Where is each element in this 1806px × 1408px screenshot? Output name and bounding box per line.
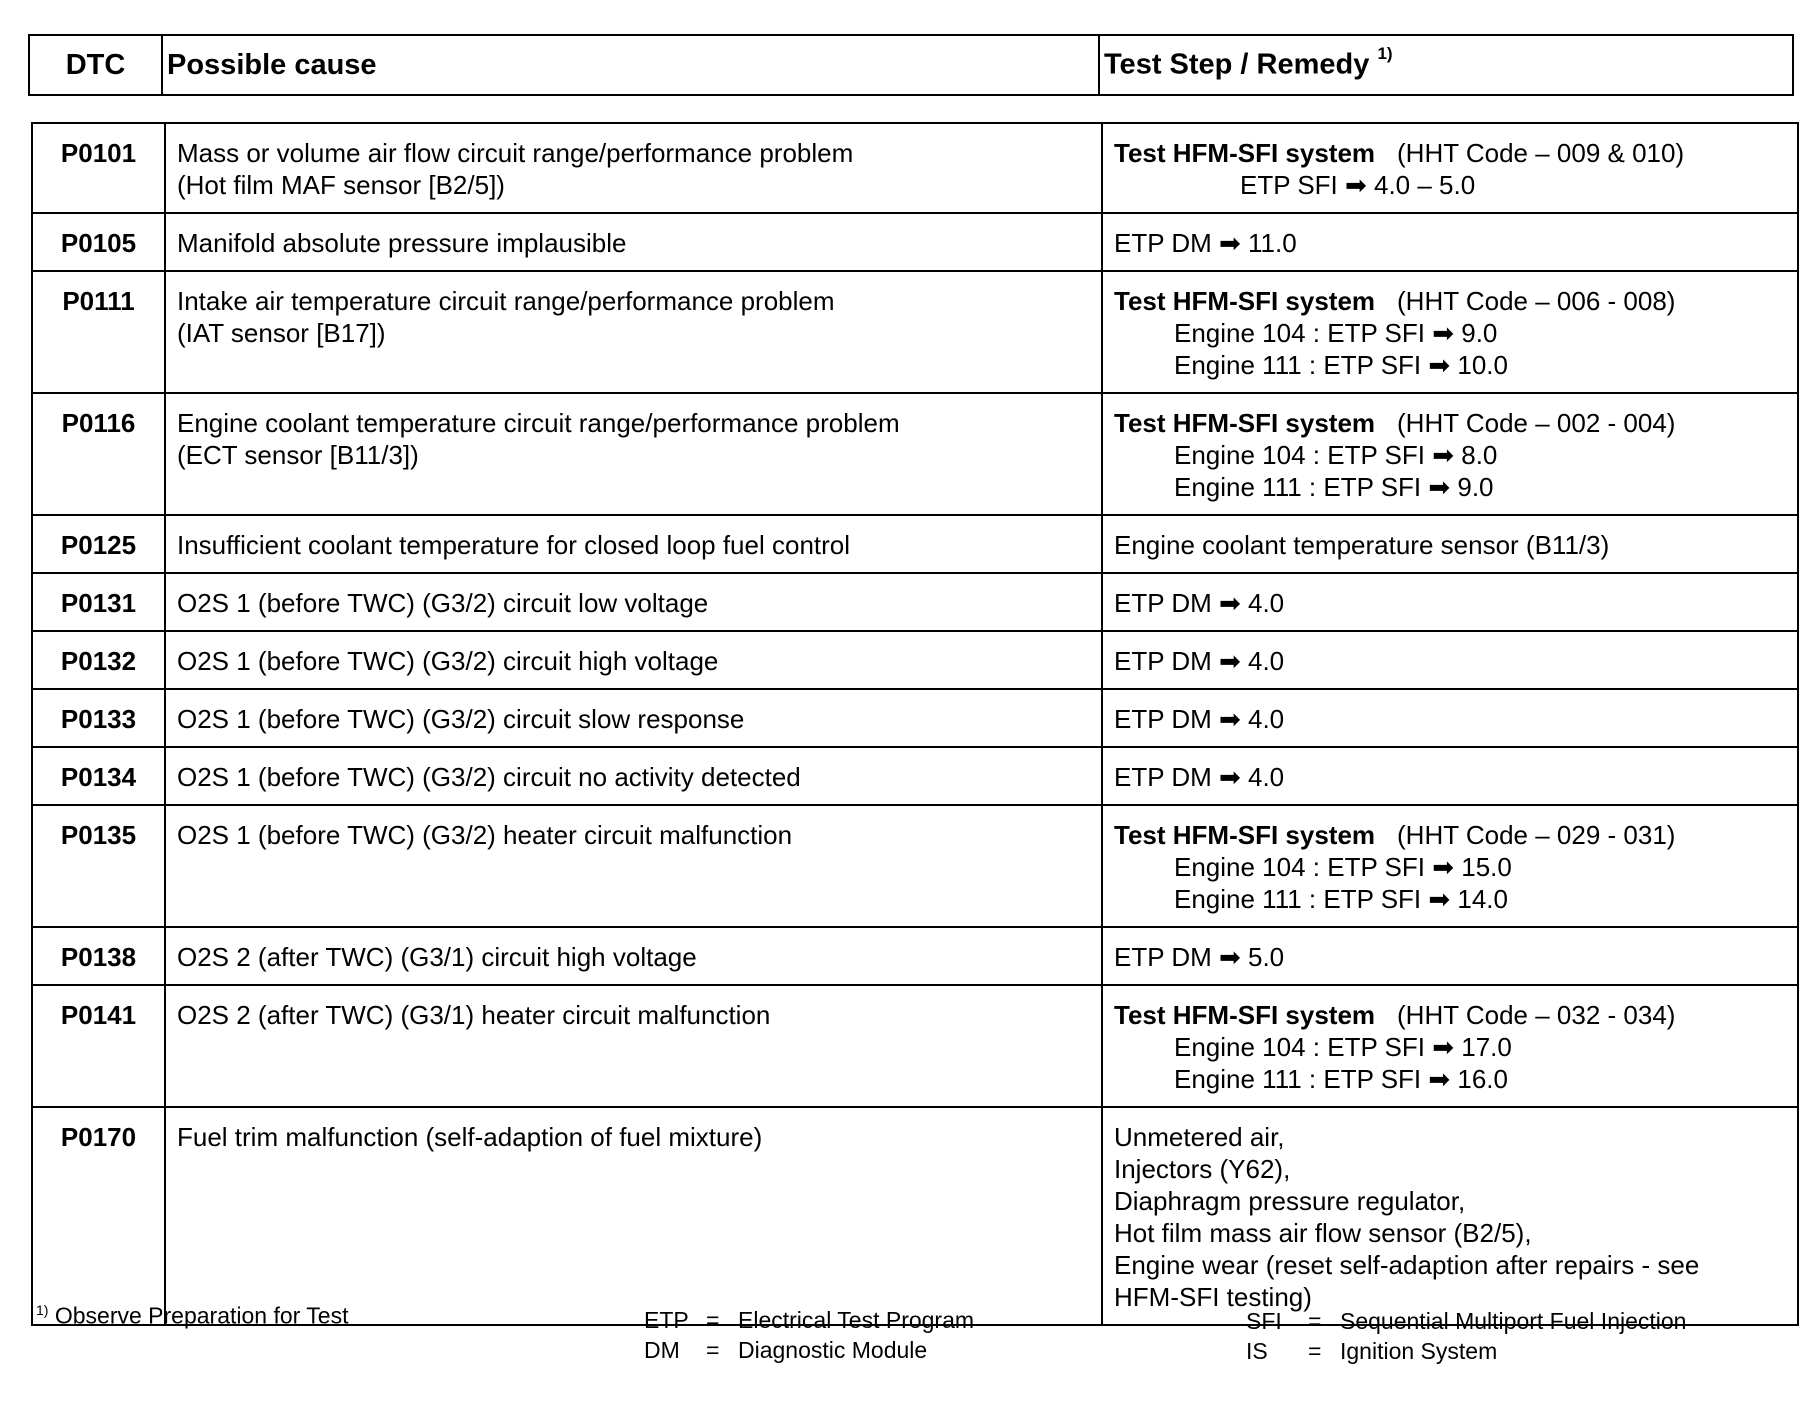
remedy-line: Engine coolant temperature sensor (B11/3) <box>1114 530 1610 560</box>
cause-line: Intake air temperature circuit range/performance problem <box>177 286 835 316</box>
remedy-line: Unmetered air, <box>1114 1122 1285 1152</box>
dtc-code: P0111 <box>32 271 165 393</box>
header-remedy <box>1099 35 1793 95</box>
test-step-line: Engine 104 : ETP SFI ➡ 17.0 <box>1174 1032 1512 1062</box>
possible-cause <box>165 805 1102 927</box>
dtc-code: P0101 <box>32 123 165 213</box>
possible-cause <box>165 927 1102 985</box>
possible-cause <box>165 123 1102 213</box>
possible-cause <box>165 393 1102 515</box>
test-step-heading <box>1114 999 1787 1031</box>
cause-line: Fuel trim malfunction (self-adaption of fuel mixture) <box>177 1122 763 1152</box>
test-step-remedy <box>1102 689 1798 747</box>
test-step-remedy <box>1102 573 1798 631</box>
dtc-code: P0131 <box>32 573 165 631</box>
test-step-remedy <box>1102 393 1798 515</box>
footnote-marker: 1) <box>36 1302 49 1318</box>
abbreviation-eq: = <box>706 1307 720 1333</box>
remedy-line: ETP DM ➡ 11.0 <box>1114 228 1297 258</box>
remedy-line: ETP DM ➡ 4.0 <box>1114 646 1285 676</box>
test-step-line: ETP SFI ➡ 4.0 – 5.0 <box>1240 170 1476 200</box>
hht-code: (HHT Code – 002 - 004) <box>1397 408 1676 438</box>
test-step-remedy <box>1102 927 1798 985</box>
test-step-heading <box>1114 407 1787 439</box>
cause-line: O2S 2 (after TWC) (G3/1) heater circuit malfunction <box>177 1000 771 1030</box>
test-step-line: Engine 104 : ETP SFI ➡ 8.0 <box>1174 440 1498 470</box>
table-row <box>32 805 1798 927</box>
cause-line: O2S 1 (before TWC) (G3/2) circuit slow response <box>177 704 745 734</box>
possible-cause <box>165 573 1102 631</box>
possible-cause <box>165 689 1102 747</box>
header-table <box>28 34 1794 96</box>
test-step-title: Test HFM-SFI system <box>1114 286 1376 316</box>
table-row <box>32 271 1798 393</box>
dtc-code: P0132 <box>32 631 165 689</box>
dtc-code: P0141 <box>32 985 165 1107</box>
abbreviation-key: IS <box>1246 1338 1268 1364</box>
header-remedy-footnote-ref: 1) <box>1377 44 1393 64</box>
test-step-line: Engine 111 : ETP SFI ➡ 16.0 <box>1174 1064 1508 1094</box>
header-remedy-label: Test Step / Remedy <box>1104 48 1370 81</box>
abbreviation-key: SFI <box>1246 1308 1282 1334</box>
remedy-line: ETP DM ➡ 5.0 <box>1114 942 1285 972</box>
test-step-remedy <box>1102 747 1798 805</box>
possible-cause <box>165 631 1102 689</box>
abbreviation-eq: = <box>1308 1338 1322 1364</box>
test-step-title: Test HFM-SFI system <box>1114 820 1376 850</box>
abbreviation-value: Sequential Multiport Fuel Injection <box>1340 1308 1687 1334</box>
dtc-code: P0133 <box>32 689 165 747</box>
cause-line: O2S 1 (before TWC) (G3/2) circuit no activity detected <box>177 762 801 792</box>
table-row <box>32 515 1798 573</box>
remedy-line: Diaphragm pressure regulator, <box>1114 1186 1466 1216</box>
hht-code: (HHT Code – 032 - 034) <box>1397 1000 1676 1030</box>
abbreviation-value: Electrical Test Program <box>738 1307 975 1333</box>
cause-line: Engine coolant temperature circuit range/performance problem <box>177 408 900 438</box>
remedy-line: HFM-SFI testing) <box>1114 1282 1312 1312</box>
table-row <box>32 631 1798 689</box>
possible-cause <box>165 271 1102 393</box>
cause-line: Manifold absolute pressure implausible <box>177 228 627 258</box>
table-row <box>32 747 1798 805</box>
dtc-table-body <box>32 123 1798 1325</box>
possible-cause <box>165 213 1102 271</box>
test-step-line: Engine 111 : ETP SFI ➡ 10.0 <box>1174 350 1508 380</box>
abbreviation-value: Ignition System <box>1340 1338 1498 1364</box>
abbreviations-left <box>644 1305 974 1365</box>
test-step-heading <box>1114 819 1787 851</box>
possible-cause <box>165 515 1102 573</box>
remedy-line: Hot film mass air flow sensor (B2/5), <box>1114 1218 1532 1248</box>
test-step-remedy <box>1102 271 1798 393</box>
abbreviation-eq: = <box>1308 1308 1322 1334</box>
abbreviation-key: DM <box>644 1337 680 1363</box>
dtc-code: P0134 <box>32 747 165 805</box>
header-row <box>29 35 1793 95</box>
test-step-title: Test HFM-SFI system <box>1114 1000 1376 1030</box>
cause-line: O2S 1 (before TWC) (G3/2) heater circuit malfunction <box>177 820 793 850</box>
possible-cause <box>165 747 1102 805</box>
remedy-line: Engine wear (reset self-adaption after repairs - see <box>1114 1250 1700 1280</box>
table-row <box>32 393 1798 515</box>
abbreviation-row <box>1246 1336 1686 1366</box>
test-step-heading <box>1114 137 1787 169</box>
table-row <box>32 927 1798 985</box>
abbreviations-right <box>1246 1306 1686 1366</box>
hht-code: (HHT Code – 006 - 008) <box>1397 286 1676 316</box>
dtc-code: P0125 <box>32 515 165 573</box>
test-step-remedy <box>1102 123 1798 213</box>
dtc-code: P0105 <box>32 213 165 271</box>
abbreviation-row <box>1246 1306 1686 1336</box>
dtc-code: P0135 <box>32 805 165 927</box>
cause-line: O2S 2 (after TWC) (G3/1) circuit high voltage <box>177 942 697 972</box>
dtc-code: P0138 <box>32 927 165 985</box>
abbreviation-eq: = <box>706 1337 720 1363</box>
remedy-line: ETP DM ➡ 4.0 <box>1114 762 1285 792</box>
test-step-line: Engine 104 : ETP SFI ➡ 15.0 <box>1174 852 1512 882</box>
table-row <box>32 123 1798 213</box>
cause-line: (ECT sensor [B11/3]) <box>177 440 419 470</box>
test-step-remedy <box>1102 631 1798 689</box>
test-step-remedy <box>1102 1107 1798 1325</box>
hht-code: (HHT Code – 009 & 010) <box>1397 138 1685 168</box>
possible-cause <box>165 985 1102 1107</box>
table-row <box>32 1107 1798 1325</box>
test-step-title: Test HFM-SFI system <box>1114 138 1376 168</box>
cause-line: O2S 1 (before TWC) (G3/2) circuit high voltage <box>177 646 719 676</box>
test-step-remedy <box>1102 985 1798 1107</box>
abbreviation-row <box>644 1305 974 1335</box>
remedy-line: Injectors (Y62), <box>1114 1154 1291 1184</box>
table-row <box>32 689 1798 747</box>
remedy-line: ETP DM ➡ 4.0 <box>1114 588 1285 618</box>
cause-line: Insufficient coolant temperature for closed loop fuel control <box>177 530 851 560</box>
abbreviation-key: ETP <box>644 1307 689 1333</box>
dtc-code: P0116 <box>32 393 165 515</box>
test-step-remedy <box>1102 213 1798 271</box>
cause-line: O2S 1 (before TWC) (G3/2) circuit low voltage <box>177 588 709 618</box>
header-cause: Possible cause <box>162 35 1099 95</box>
cause-line: (IAT sensor [B17]) <box>177 318 386 348</box>
footnote <box>36 1302 348 1330</box>
abbreviation-value: Diagnostic Module <box>738 1337 928 1363</box>
table-row <box>32 985 1798 1107</box>
header-dtc: DTC <box>29 35 162 95</box>
possible-cause <box>165 1107 1102 1325</box>
dtc-code: P0170 <box>32 1107 165 1325</box>
test-step-remedy <box>1102 515 1798 573</box>
cause-line: (Hot film MAF sensor [B2/5]) <box>177 170 505 200</box>
test-step-line: Engine 111 : ETP SFI ➡ 14.0 <box>1174 884 1508 914</box>
remedy-line: ETP DM ➡ 4.0 <box>1114 704 1285 734</box>
table-row <box>32 573 1798 631</box>
dtc-table <box>31 122 1799 1326</box>
table-row <box>32 213 1798 271</box>
test-step-title: Test HFM-SFI system <box>1114 408 1376 438</box>
test-step-heading <box>1114 285 1787 317</box>
test-step-line: Engine 104 : ETP SFI ➡ 9.0 <box>1174 318 1498 348</box>
cause-line: Mass or volume air flow circuit range/performance problem <box>177 138 854 168</box>
test-step-line: Engine 111 : ETP SFI ➡ 9.0 <box>1174 472 1494 502</box>
hht-code: (HHT Code – 029 - 031) <box>1397 820 1676 850</box>
test-step-remedy <box>1102 805 1798 927</box>
footnote-text: Observe Preparation for Test <box>54 1302 349 1329</box>
abbreviation-row <box>644 1335 974 1365</box>
